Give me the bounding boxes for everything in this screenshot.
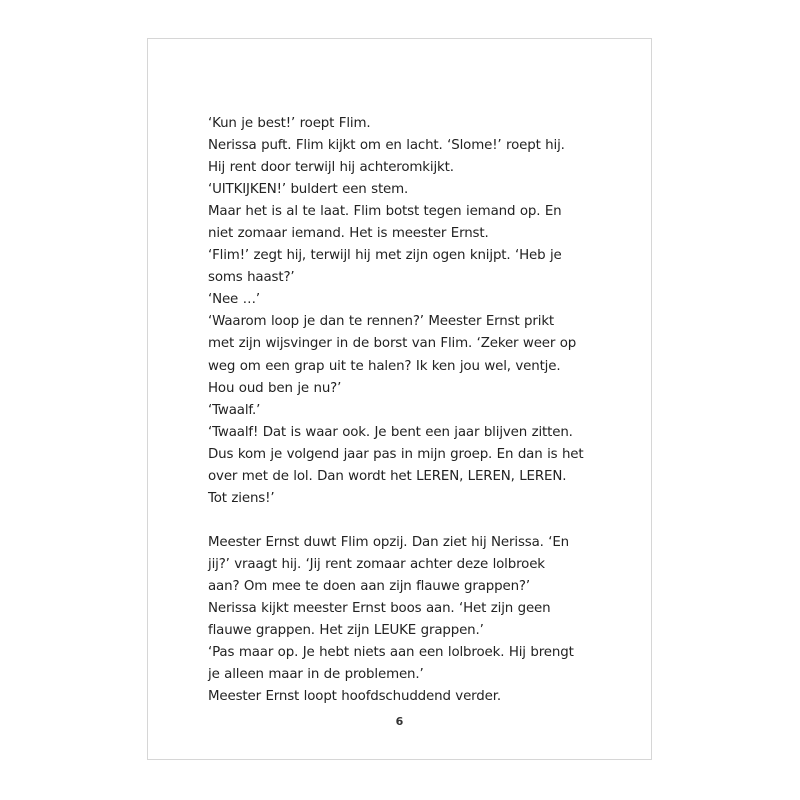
text-line: Maar het is al te laat. Flim botst tegen iemand op. En xyxy=(208,204,562,220)
text-line: Dus kom je volgend jaar pas in mijn groep. En dan is het xyxy=(208,446,584,462)
book-page xyxy=(147,38,652,760)
paragraph-gap xyxy=(208,510,628,532)
text-line: Nerissa puft. Flim kijkt om en lacht. ‘Slome!’ roept hij. xyxy=(208,138,565,154)
text-line: Hou oud ben je nu?’ xyxy=(208,380,342,396)
text-line: ‘Kun je best!’ roept Flim. xyxy=(208,116,371,131)
text-line: Hij rent door terwijl hij achteromkijkt. xyxy=(208,160,454,176)
text-line: soms haast?’ xyxy=(208,270,295,286)
text-line: Nerissa kijkt meester Ernst boos aan. ‘Het zijn geen xyxy=(208,601,551,617)
text-line: ‘Waarom loop je dan te rennen?’ Meester Ernst prikt xyxy=(208,314,555,330)
paragraph-2 xyxy=(208,532,628,708)
text-line: met zijn wijsvinger in de borst van Flim. ‘Zeker weer op xyxy=(208,336,577,352)
text-line: ‘Pas maar op. Je hebt niets aan een lolbroek. Hij brengt xyxy=(208,645,574,661)
text-line: flauwe grappen. Het zijn LEUKE grappen.’ xyxy=(208,623,484,639)
text-line: weg om een grap uit te halen? Ik ken jou wel, ventje. xyxy=(208,358,561,374)
page-number: 6 xyxy=(395,715,404,728)
text-line: ‘UITKIJKEN!’ buldert een stem. xyxy=(208,182,409,198)
paragraph-1 xyxy=(208,113,628,510)
text-line: niet zomaar iemand. Het is meester Ernst. xyxy=(208,226,489,242)
text-line: ‘Twaalf! Dat is waar ook. Je bent een jaar blijven zitten. xyxy=(208,424,573,440)
text-line: ‘Twaalf.’ xyxy=(208,402,261,418)
text-line: je alleen maar in de problemen.’ xyxy=(208,667,424,683)
text-line: Meester Ernst duwt Flim opzij. Dan ziet hij Nerissa. ‘En xyxy=(208,534,570,550)
text-line: ‘Flim!’ zegt hij, terwijl hij met zijn ogen knijpt. ‘Heb je xyxy=(208,248,562,264)
text-line: ‘Nee …’ xyxy=(208,292,261,308)
text-line: Meester Ernst loopt hoofdschuddend verder. xyxy=(208,689,501,705)
text-line: aan? Om mee te doen aan zijn flauwe grappen?’ xyxy=(208,578,530,594)
text-line: Tot ziens!’ xyxy=(208,490,275,506)
text-line: over met de lol. Dan wordt het LEREN, LEREN, LEREN. xyxy=(208,468,567,484)
story-text xyxy=(208,113,628,708)
text-line: jij?’ vraagt hij. ‘Jij rent zomaar achter deze lolbroek xyxy=(208,556,545,572)
